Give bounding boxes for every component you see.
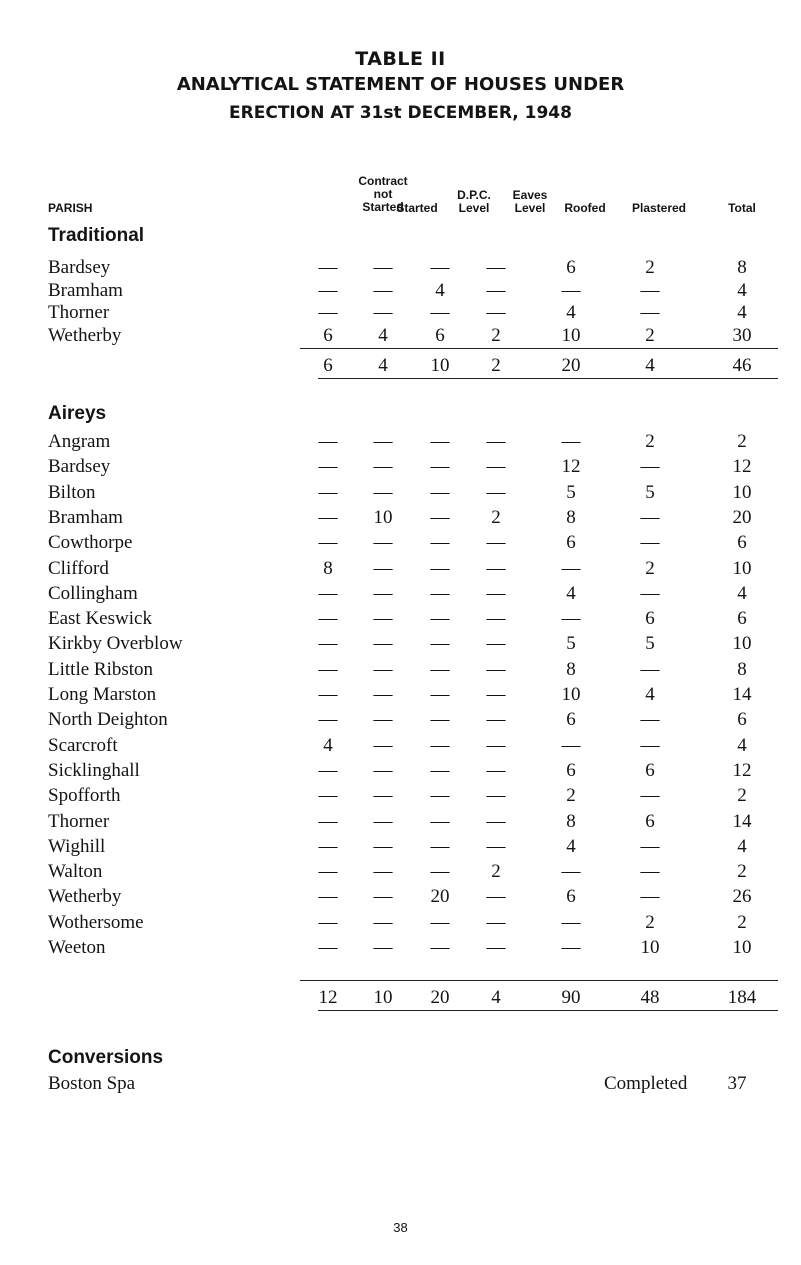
cell-roofed: 4 — [566, 835, 576, 857]
total-rule — [318, 1010, 778, 1011]
cell-started: — — [373, 734, 393, 756]
cell-dpc-level: — — [430, 257, 450, 278]
parish-name: Thorner — [48, 810, 110, 832]
cell-roofed: — — [561, 279, 581, 301]
cell-eaves-level: — — [486, 257, 506, 278]
cell-contract-not-started: — — [318, 506, 338, 528]
cell-total: 8 — [737, 257, 747, 278]
cell-started: — — [373, 911, 393, 933]
title-line-2: ERECTION AT 31st DECEMBER, 1948 — [229, 103, 572, 123]
cell-roofed: 8 — [566, 506, 576, 528]
cell-eaves-level: — — [486, 734, 506, 756]
cell-roofed: 6 — [566, 257, 576, 278]
table-row — [0, 861, 801, 887]
conversions-status: Completed — [604, 1073, 688, 1094]
cell-total: 10 — [732, 481, 752, 503]
cell-contract-not-started: — — [318, 709, 338, 731]
cell-dpc-level: — — [430, 658, 450, 680]
col-plastered: Plastered — [631, 201, 687, 215]
cell-roofed: 5 — [566, 633, 576, 655]
parish-name: Long Marston — [48, 684, 157, 705]
cell-roofed: 4 — [566, 302, 576, 323]
cell-total: 8 — [737, 658, 747, 680]
cell-contract-not-started: — — [318, 456, 338, 478]
cell-eaves-level: — — [486, 456, 506, 478]
cell-contract-not-started: — — [318, 785, 338, 807]
cell-plastered: — — [640, 861, 660, 883]
cell-eaves-level: — — [486, 911, 506, 933]
table-label: TABLE II — [355, 48, 446, 70]
cell-plastered: 2 — [645, 257, 655, 278]
cell-dpc-level: 6 — [435, 324, 445, 346]
cell-eaves-level: — — [486, 684, 506, 705]
cell-contract-not-started: — — [318, 911, 338, 933]
cell-started: — — [373, 481, 393, 503]
cell-plastered: 2 — [645, 431, 655, 452]
cell-dpc-level: — — [430, 759, 450, 781]
parish-name: Wighill — [48, 835, 106, 857]
cell-eaves-level: — — [486, 658, 506, 680]
cell-dpc-level: — — [430, 734, 450, 756]
parish-name: Bardsey — [48, 456, 111, 478]
table-row — [0, 937, 801, 963]
table-row — [0, 456, 801, 482]
cell-eaves-level: — — [486, 937, 506, 958]
parish-name: East Keswick — [48, 608, 152, 630]
table-row — [0, 836, 801, 862]
cell-total: 10 — [732, 633, 752, 655]
cell-started: — — [373, 658, 393, 680]
cell-eaves-level: — — [486, 810, 506, 832]
cell-total: 6 — [737, 532, 747, 554]
cell-plastered: 6 — [645, 608, 655, 630]
cell-roofed: 6 — [566, 532, 576, 554]
cell-contract-not-started: 12 — [318, 987, 338, 1008]
cell-contract-not-started: 6 — [323, 324, 333, 346]
cell-total: 14 — [732, 684, 752, 705]
cell-total: 4 — [737, 302, 747, 323]
cell-eaves-level: — — [486, 785, 506, 807]
cell-roofed: — — [561, 431, 581, 452]
cell-eaves-level: — — [486, 279, 506, 301]
subtotal-rule — [300, 348, 778, 349]
cell-dpc-level: — — [430, 481, 450, 503]
cell-roofed: 6 — [566, 759, 576, 781]
cell-roofed: 6 — [566, 709, 576, 731]
cell-total: 14 — [732, 810, 752, 832]
cell-total: 4 — [737, 734, 747, 756]
table-row — [0, 633, 801, 659]
cell-started: — — [373, 937, 393, 958]
table-row — [0, 785, 801, 811]
table-row — [0, 811, 801, 837]
cell-roofed: — — [561, 557, 581, 579]
cell-total: 4 — [737, 582, 747, 604]
cell-roofed: — — [561, 911, 581, 933]
cell-dpc-level: — — [430, 785, 450, 807]
cell-dpc-level: — — [430, 937, 450, 958]
cell-contract-not-started: — — [318, 257, 338, 278]
cell-eaves-level: — — [486, 557, 506, 579]
cell-roofed: 5 — [566, 481, 576, 503]
cell-started: — — [373, 257, 393, 278]
subtotal-rule — [300, 980, 778, 981]
cell-contract-not-started: — — [318, 608, 338, 630]
cell-dpc-level: — — [430, 582, 450, 604]
cell-plastered: 48 — [640, 987, 660, 1008]
cell-started: 10 — [373, 987, 393, 1008]
cell-started: — — [373, 532, 393, 554]
cell-total: 26 — [732, 886, 752, 908]
cell-total: 2 — [737, 861, 747, 883]
parish-name: Little Ribston — [48, 658, 154, 680]
table-row — [0, 507, 801, 533]
cell-roofed: 8 — [566, 658, 576, 680]
cell-roofed: 10 — [561, 684, 581, 705]
cell-contract-not-started: — — [318, 886, 338, 908]
cell-contract-not-started: 6 — [323, 355, 333, 376]
cell-started: — — [373, 709, 393, 731]
cell-dpc-level: — — [430, 810, 450, 832]
cell-dpc-level: — — [430, 608, 450, 630]
cell-eaves-level: — — [486, 835, 506, 857]
cell-roofed: — — [561, 734, 581, 756]
cell-started: — — [373, 886, 393, 908]
parish-name: Spofforth — [48, 785, 121, 807]
cell-contract-not-started: — — [318, 532, 338, 554]
cell-dpc-level: — — [430, 861, 450, 883]
cell-eaves-level: 2 — [491, 861, 501, 883]
cell-contract-not-started: 4 — [323, 734, 333, 756]
cell-started: — — [373, 431, 393, 452]
cell-total: 6 — [737, 608, 747, 630]
cell-dpc-level: — — [430, 431, 450, 452]
table-row — [0, 684, 801, 710]
section-traditional-title: Traditional — [48, 225, 145, 246]
cell-plastered: — — [640, 279, 660, 301]
cell-total: 46 — [732, 355, 752, 376]
cell-roofed: 12 — [561, 456, 581, 478]
cell-eaves-level: 2 — [491, 355, 501, 376]
cell-total: 12 — [732, 456, 752, 478]
table-row — [0, 532, 801, 558]
col-eaves-level: Eaves Level — [512, 188, 548, 215]
col-parish: PARISH — [48, 201, 93, 215]
cell-dpc-level: — — [430, 684, 450, 705]
cell-roofed: 20 — [561, 355, 581, 376]
cell-started: 10 — [373, 506, 393, 528]
cell-total: 6 — [737, 709, 747, 731]
cell-contract-not-started: — — [318, 759, 338, 781]
cell-started: — — [373, 582, 393, 604]
cell-eaves-level: — — [486, 532, 506, 554]
cell-eaves-level: — — [486, 582, 506, 604]
col-total: Total — [728, 201, 756, 215]
cell-roofed: 4 — [566, 582, 576, 604]
cell-started: — — [373, 279, 393, 301]
cell-started: — — [373, 557, 393, 579]
cell-eaves-level: — — [486, 302, 506, 323]
cell-started: — — [373, 861, 393, 883]
cell-contract-not-started: — — [318, 431, 338, 452]
cell-total: 4 — [737, 835, 747, 857]
cell-started: — — [373, 456, 393, 478]
parish-name: Wetherby — [48, 324, 122, 346]
cell-eaves-level: — — [486, 481, 506, 503]
cell-started: — — [373, 608, 393, 630]
cell-plastered: — — [640, 835, 660, 857]
table-row — [0, 912, 801, 938]
cell-plastered: — — [640, 456, 660, 478]
cell-total: 2 — [737, 431, 747, 452]
parish-name: Collingham — [48, 582, 138, 604]
cell-dpc-level: — — [430, 709, 450, 731]
cell-plastered: 4 — [645, 355, 655, 376]
cell-total: 12 — [732, 759, 752, 781]
cell-plastered: 2 — [645, 911, 655, 933]
cell-dpc-level: 20 — [430, 987, 450, 1008]
cell-eaves-level: — — [486, 633, 506, 655]
cell-plastered: — — [640, 506, 660, 528]
cell-plastered: — — [640, 886, 660, 908]
cell-contract-not-started: — — [318, 658, 338, 680]
cell-dpc-level: — — [430, 835, 450, 857]
cell-dpc-level: — — [430, 911, 450, 933]
cell-contract-not-started: — — [318, 481, 338, 503]
cell-dpc-level: 20 — [430, 886, 450, 908]
cell-contract-not-started: — — [318, 302, 338, 323]
cell-eaves-level: 4 — [491, 987, 501, 1008]
conversions-row — [0, 1073, 801, 1099]
table-row — [0, 760, 801, 786]
table-row — [0, 583, 801, 609]
cell-roofed: 8 — [566, 810, 576, 832]
cell-started: — — [373, 302, 393, 323]
parish-name: Angram — [48, 431, 111, 452]
cell-dpc-level: — — [430, 456, 450, 478]
cell-contract-not-started: — — [318, 835, 338, 857]
cell-dpc-level: — — [430, 532, 450, 554]
cell-plastered: 5 — [645, 633, 655, 655]
cell-eaves-level: 2 — [491, 324, 501, 346]
cell-contract-not-started: — — [318, 937, 338, 958]
table-row — [0, 886, 801, 912]
cell-eaves-level: — — [486, 431, 506, 452]
col-dpc-level: D.P.C. Level — [457, 188, 491, 215]
cell-started: 4 — [378, 324, 388, 346]
table-row — [0, 735, 801, 761]
cell-plastered: — — [640, 582, 660, 604]
table-row — [0, 659, 801, 685]
cell-total: 2 — [737, 785, 747, 807]
parish-name: Bramham — [48, 506, 123, 528]
table-row — [0, 709, 801, 735]
cell-plastered: 2 — [645, 557, 655, 579]
section-conversions-title: Conversions — [48, 1047, 164, 1068]
cell-plastered: 4 — [645, 684, 655, 705]
parish-name: Walton — [48, 861, 103, 883]
cell-started: — — [373, 785, 393, 807]
cell-dpc-level: — — [430, 302, 450, 323]
cell-plastered: — — [640, 658, 660, 680]
cell-plastered: 2 — [645, 324, 655, 346]
cell-dpc-level: — — [430, 557, 450, 579]
cell-started: — — [373, 759, 393, 781]
cell-started: — — [373, 810, 393, 832]
cell-roofed: 10 — [561, 324, 581, 346]
cell-plastered: — — [640, 734, 660, 756]
cell-plastered: — — [640, 532, 660, 554]
cell-roofed: — — [561, 861, 581, 883]
cell-plastered: 10 — [640, 937, 660, 958]
table-row — [0, 325, 801, 351]
title-line-1: ANALYTICAL STATEMENT OF HOUSES UNDER — [176, 74, 625, 95]
cell-plastered: 5 — [645, 481, 655, 503]
cell-plastered: 6 — [645, 759, 655, 781]
col-started: Started — [396, 201, 438, 215]
cell-roofed: 6 — [566, 886, 576, 908]
cell-total: 30 — [732, 324, 752, 346]
cell-total: 184 — [727, 987, 757, 1008]
cell-eaves-level: — — [486, 709, 506, 731]
table-row — [0, 431, 801, 457]
parish-name: Clifford — [48, 557, 109, 579]
parish-name: Thorner — [48, 302, 110, 323]
table-row — [0, 608, 801, 634]
cell-contract-not-started: — — [318, 861, 338, 883]
parish-name: Bramham — [48, 279, 123, 301]
cell-dpc-level: 10 — [430, 355, 450, 376]
cell-total: 10 — [732, 937, 752, 958]
col-contract-not-started: Contract not Started — [358, 174, 408, 214]
cell-eaves-level: — — [486, 608, 506, 630]
cell-started: — — [373, 684, 393, 705]
cell-roofed: 2 — [566, 785, 576, 807]
cell-roofed: — — [561, 937, 581, 958]
parish-name: Kirkby Overblow — [48, 633, 183, 655]
parish-name: Scarcroft — [48, 734, 118, 756]
cell-started: — — [373, 633, 393, 655]
cell-eaves-level: — — [486, 759, 506, 781]
cell-contract-not-started: — — [318, 279, 338, 301]
cell-contract-not-started: — — [318, 684, 338, 705]
table-row — [0, 482, 801, 508]
cell-dpc-level: — — [430, 506, 450, 528]
cell-plastered: — — [640, 302, 660, 323]
parish-name: Bardsey — [48, 257, 111, 278]
parish-name: Weeton — [48, 937, 106, 958]
cell-eaves-level: 2 — [491, 506, 501, 528]
total-rule — [318, 378, 778, 379]
cell-contract-not-started: — — [318, 582, 338, 604]
cell-plastered: — — [640, 785, 660, 807]
cell-contract-not-started: — — [318, 810, 338, 832]
cell-started: — — [373, 835, 393, 857]
cell-eaves-level: — — [486, 886, 506, 908]
cell-contract-not-started: 8 — [323, 557, 333, 579]
parish-name: Bilton — [48, 481, 96, 503]
cell-roofed: 90 — [561, 987, 581, 1008]
page-number: 38 — [393, 1220, 408, 1235]
parish-name: Cowthorpe — [48, 532, 133, 554]
parish-name: Wetherby — [48, 886, 122, 908]
cell-plastered: 6 — [645, 810, 655, 832]
cell-started: 4 — [378, 355, 388, 376]
conversions-value: 37 — [727, 1073, 747, 1094]
parish-name: North Deighton — [48, 709, 168, 731]
cell-plastered: — — [640, 709, 660, 731]
cell-dpc-level: — — [430, 633, 450, 655]
col-roofed: Roofed — [564, 201, 606, 215]
cell-total: 20 — [732, 506, 752, 528]
cell-total: 4 — [737, 279, 747, 301]
cell-dpc-level: 4 — [435, 279, 445, 301]
cell-total: 2 — [737, 911, 747, 933]
parish-name: Sicklinghall — [48, 759, 140, 781]
row-name: Boston Spa — [48, 1073, 136, 1094]
table-row — [0, 558, 801, 584]
cell-total: 10 — [732, 557, 752, 579]
section-aireys-title: Aireys — [48, 403, 107, 424]
parish-name: Wothersome — [48, 911, 144, 933]
cell-roofed: — — [561, 608, 581, 630]
cell-contract-not-started: — — [318, 633, 338, 655]
